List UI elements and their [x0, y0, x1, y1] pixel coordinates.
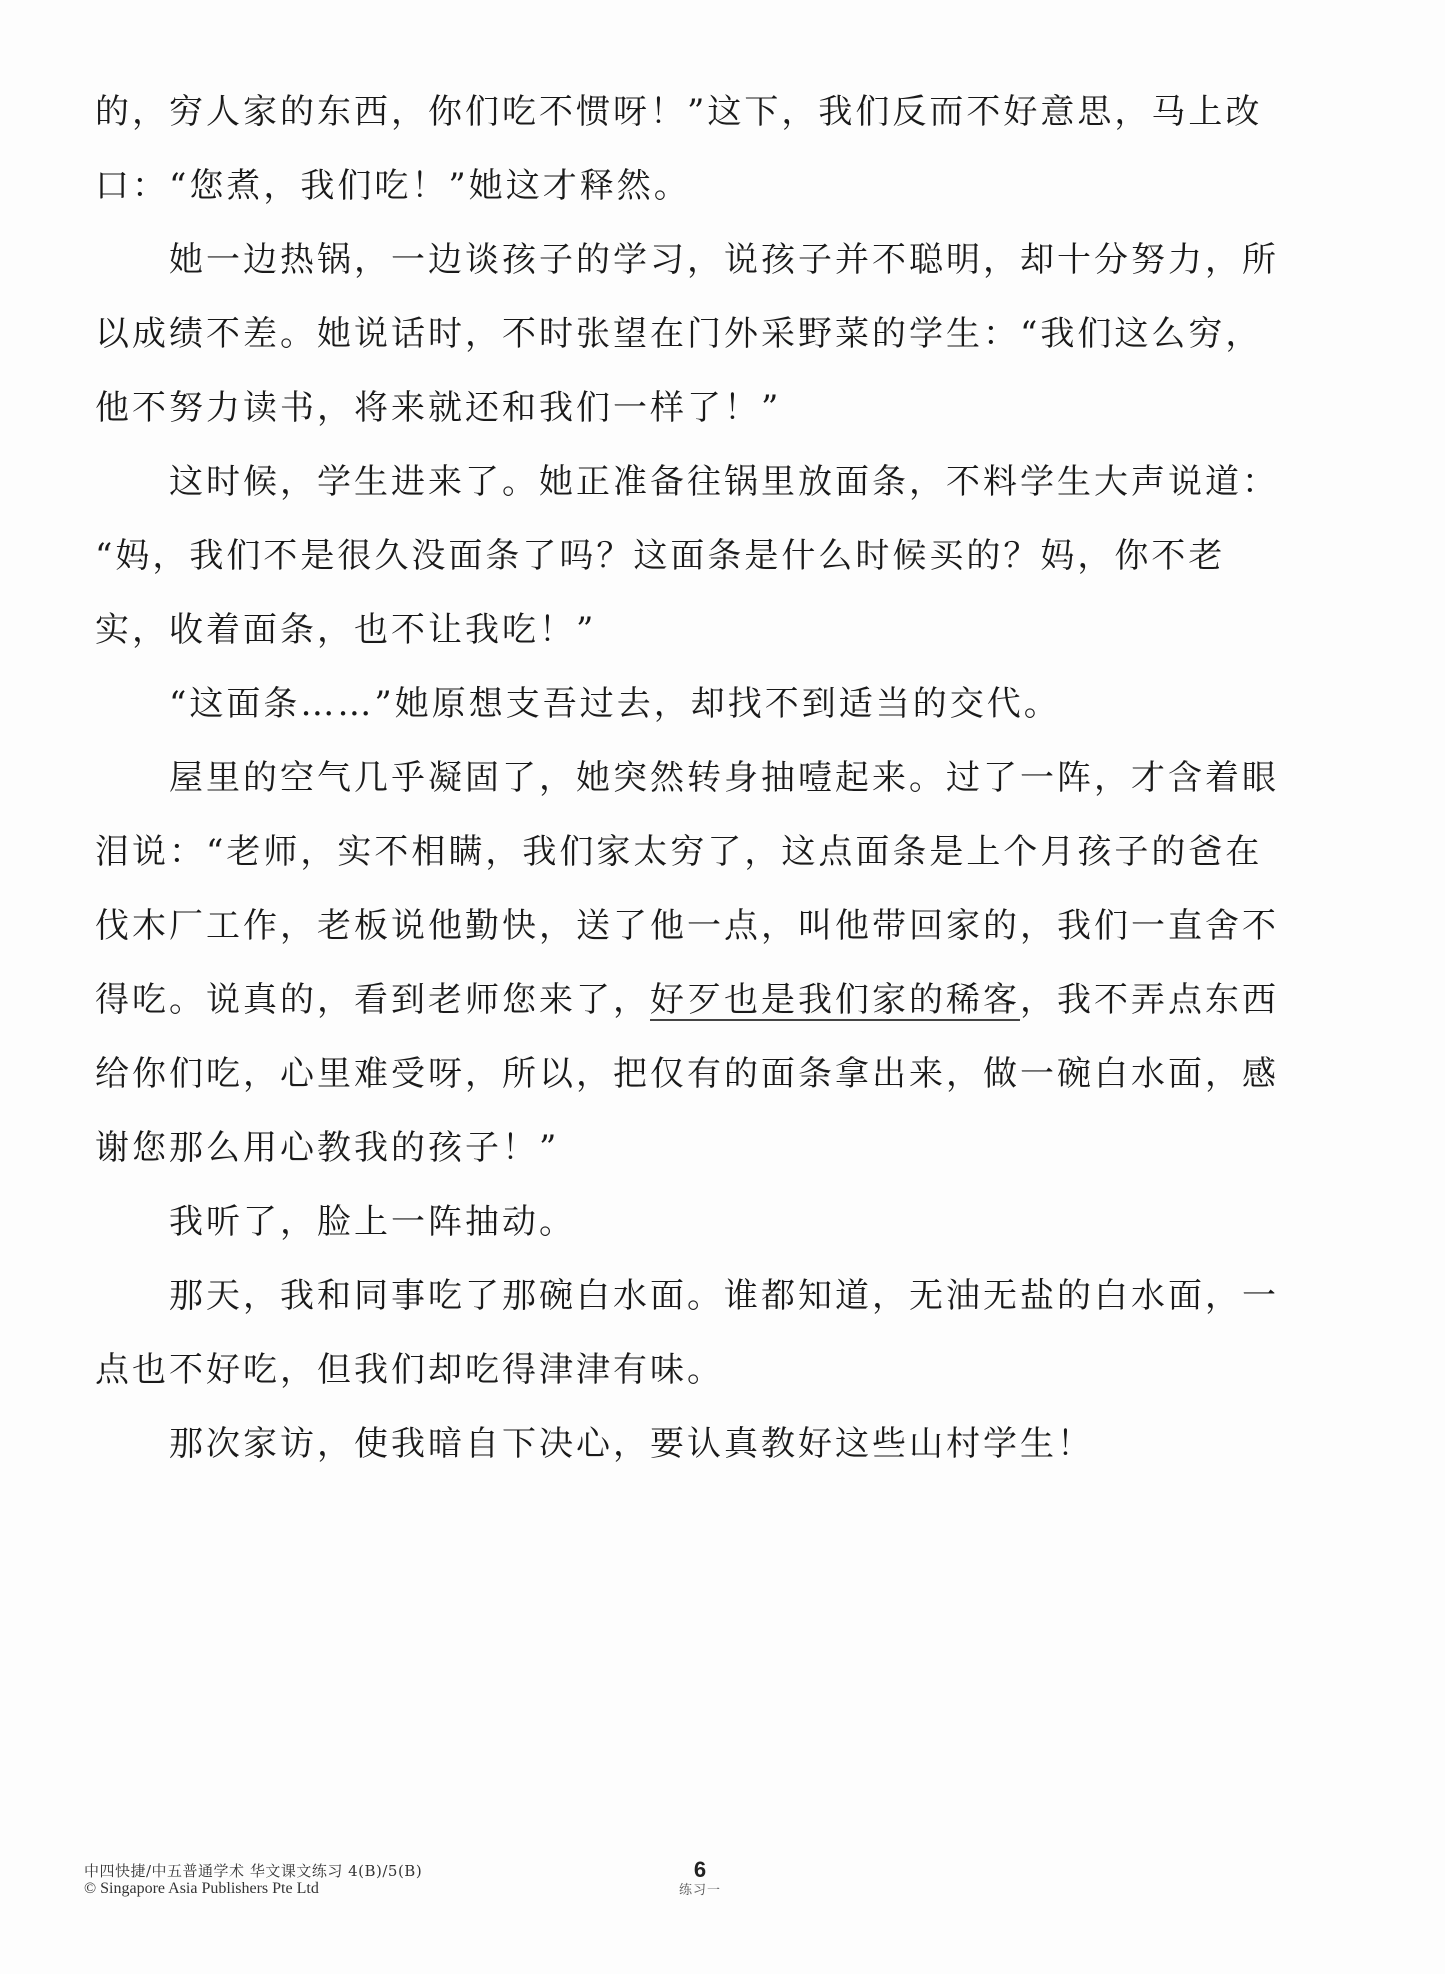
series-title: 中四快捷/中五普通学术 华文课文练习 4(B)/5(B)	[84, 1862, 423, 1880]
underlined-phrase: 好歹也是我们家的稀客	[650, 980, 1020, 1020]
page-number: 6	[693, 1857, 707, 1882]
text-line: 这时候，学生进来了。她正准备往锅里放面条，不料学生大声说道：	[169, 462, 1279, 502]
text-line: 点也不好吃，但我们却吃得津津有味。	[95, 1350, 724, 1390]
text-line: 她一边热锅，一边谈孩子的学习，说孩子并不聪明，却十分努力，所	[169, 240, 1279, 280]
exercise-label: 练习一	[678, 1883, 721, 1898]
copyright-notice: © Singapore Asia Publishers Pte Ltd	[84, 1880, 319, 1897]
footer-page-info	[640, 1858, 760, 1900]
text-line: 那天，我和同事吃了那碗白水面。谁都知道，无油无盐的白水面，一	[169, 1276, 1279, 1316]
text-line: “妈，我们不是很久没面条了吗？这面条是什么时候买的？妈，你不老	[95, 536, 1226, 576]
text-segment: 得吃。说真的，看到老师您来了，	[95, 980, 650, 1020]
text-line: 屋里的空气几乎凝固了，她突然转身抽噎起来。过了一阵，才含着眼	[169, 758, 1279, 798]
text-line: 的，穷人家的东西，你们吃不惯呀！”这下，我们反而不好意思，马上改	[95, 92, 1263, 132]
article-body	[95, 75, 1315, 1481]
text-line-with-underline	[95, 963, 1315, 1037]
text-line: 伐木厂工作，老板说他勤快，送了他一点，叫他带回家的，我们一直舍不	[95, 906, 1279, 946]
text-line: 我听了，脸上一阵抽动。	[169, 1202, 576, 1242]
text-line: 谢您那么用心教我的孩子！”	[95, 1128, 560, 1168]
text-line: 口：“您煮，我们吃！”她这才释然。	[95, 166, 691, 206]
text-line: 以成绩不差。她说话时，不时张望在门外采野菜的学生：“我们这么穷，	[95, 314, 1263, 354]
text-line: 泪说：“老师，实不相瞒，我们家太穷了，这点面条是上个月孩子的爸在	[95, 832, 1263, 872]
text-line: 实，收着面条，也不让我吃！”	[95, 610, 597, 650]
text-line: “这面条……”她原想支吾过去，却找不到适当的交代。	[169, 684, 1061, 724]
text-segment: ，我不弄点东西	[1020, 980, 1279, 1020]
text-line: 那次家访，使我暗自下决心，要认真教好这些山村学生！	[169, 1424, 1094, 1464]
footer-publisher-info	[84, 1862, 422, 1898]
text-line: 给你们吃，心里难受呀，所以，把仅有的面条拿出来，做一碗白水面，感	[95, 1054, 1279, 1094]
text-line: 他不努力读书，将来就还和我们一样了！”	[95, 388, 782, 428]
